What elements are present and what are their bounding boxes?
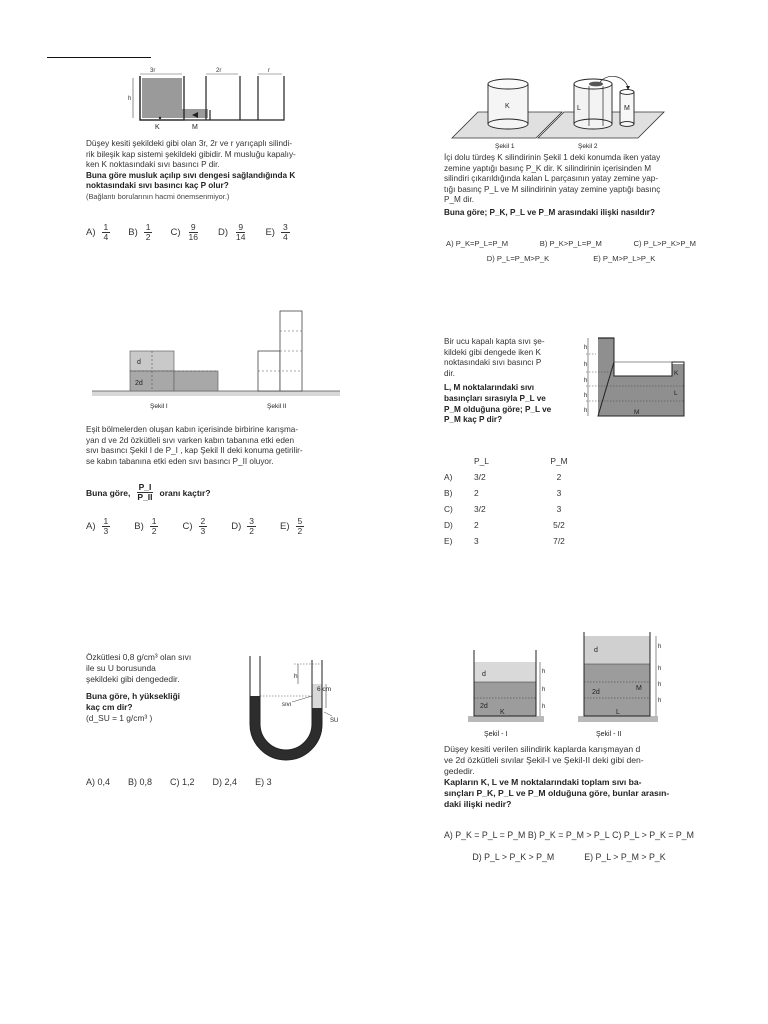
q4-option-b[interactable]: B) 2 3 [444,488,562,498]
q1-point-k: K [155,124,160,131]
q4-label-l: L [674,390,678,397]
q1-dim-3r: 3r [150,68,156,74]
q1-liquid [142,78,182,118]
q5-options [86,777,272,787]
q5-text: Özkütlesi 0,8 g/cm³ olan sıvı ile su U borusunda şekildeki gibi dengededir. Buna göre, h yüksekliği kaç cm dir? (d_SU = 1 g/cm³ ) [86,652,192,723]
q4-h-5: h [584,408,588,414]
q1-dim-h: h [128,96,132,102]
q5-option-a[interactable]: A) 0,4 [86,777,111,787]
q6-options [444,830,694,862]
q3-option-d[interactable]: D) $\frac{3}{2}$ [231,516,254,536]
q6-option-d[interactable]: D) P_L > P_K > P_M [472,852,555,862]
q4-figure [584,334,688,420]
q6-option-a[interactable]: A) P_K = P_L = P_M [444,830,526,840]
q2-figure [450,74,670,150]
q2-options [446,239,696,263]
q6-label-l: L [616,709,620,716]
q6-fig2-h3: h [658,682,662,688]
q3-question: Buna göre, $\frac{P\_I}{P\_II}$ oranı kaçtır? [86,482,211,502]
q4-option-d[interactable]: D) 2 5/2 [444,520,565,530]
q4-col-pl: P_L [474,456,489,466]
q2-sekil2: Şekil 2 [578,143,598,150]
header-rule [47,57,151,58]
q1-point-m: M [192,124,198,131]
q4-label-m: M [634,409,640,416]
q3-option-e[interactable]: E) $\frac{5}{2}$ [280,516,303,536]
q3-sekil1: Şekil I [150,403,168,410]
q4-option-e[interactable]: E) 3 7/2 [444,536,565,546]
q6-label-k: K [500,709,505,716]
q4-option-c[interactable]: C) 3/2 3 [444,504,562,514]
q4-h-2: h [584,362,588,368]
q6-fig1-d: d [482,671,486,678]
q1-figure [128,66,288,134]
q6-option-b[interactable]: B) P_K = P_M > P_L [527,830,610,840]
q4-col-pm: P_M [550,456,568,466]
q6-fig1-h2: h [542,687,546,693]
q6-text: Düşey kesiti verilen silindirik kaplarda karışmayan d ve 2d özkütleli sıvılar Şekil-I ve Şekil-II deki gibi den- gededir. Kapların K, L ve M noktalarındaki toplam sıvı ba- sınçları P_K, P_L ve P_M olduğuna göre, bunlar arasın- daki ilişki nedir? [444,744,670,809]
q4-h-3: h [584,378,588,384]
q2-option-c[interactable]: C) P_L>P_K>P_M [633,239,696,248]
q4-h-1: h [584,345,588,351]
q3-label-2d: 2d [135,380,143,387]
q6-fig2-h2: h [658,666,662,672]
q4-label-k: K [674,370,679,377]
q3-options [86,517,322,536]
q2-option-a[interactable]: A) P_K=P_L=P_M [446,239,509,248]
q6-fig2-h1: h [658,644,662,650]
q6-sekil2: Şekil - II [596,731,622,738]
q3-label-d: d [137,359,141,366]
q5-figure [232,654,344,766]
q6-fig1-h1: h [542,669,546,675]
q6-option-e[interactable]: E) P_L > P_M > P_K [584,852,666,862]
q6-label-m: M [636,685,642,692]
q5-option-e[interactable]: E) 3 [255,777,272,787]
q5-label-sivi: sıvı [282,702,292,708]
q5-option-b[interactable]: B) 0,8 [128,777,153,787]
q2-text: İçi dolu türdeş K silindirinin Şekil 1 deki konumda iken yatay zemine yaptığı basınç P_K dir. K silindirinin içerisinden M silindiri çıkarıldığında kalan L parçasının yatay zemine yap- tığı basınç P_L ve M silindirinin yatay zemine yaptığı basınç P_M dir. Buna göre; P_K, P_L ve P_M arasındaki ilişki nasıldır? [444,153,661,217]
q2-sekil1: Şekil 1 [495,143,515,150]
q4-answer-table [444,453,584,549]
q3-option-c[interactable]: C) $\frac{2}{3}$ [182,516,206,536]
q2-label-k: K [505,103,510,110]
q6-figure [460,628,692,744]
q5-label-h: h [294,673,298,680]
q2-label-m: M [624,105,630,112]
q1-option-b[interactable]: B) $\frac{1}{2}$ [128,222,151,242]
q6-fig2-2d: 2d [592,689,600,696]
q2-label-l: L [577,105,581,112]
q3-sekil2: Şekil II [267,403,287,410]
q6-fig2-d: d [594,647,598,654]
q2-option-b[interactable]: B) P_K>P_L=P_M [539,239,602,248]
q1-dim-2r: 2r [216,68,222,74]
q1-option-e[interactable]: E) $\frac{3}{4}$ [265,222,288,242]
q6-fig1-h3: h [542,704,546,710]
q1-option-d[interactable]: D) $\frac{9}{14}$ [217,222,246,242]
q2-option-e[interactable]: E) P_M>P_L>P_K [593,254,656,263]
q3-option-a[interactable]: A) $\frac{1}{3}$ [86,516,109,536]
q4-text: Bir ucu kapalı kapta sıvı şe- kildeki gibi dengede iken K noktasındaki sıvı basıncı P dir. L, M noktalarındaki sıvı basınçları sırasıyla P_L ve P_M olduğuna göre; P_L ve P_M kaç P dir? [444,337,552,425]
q5-label-6cm: 6 cm [317,686,332,693]
q1-option-a[interactable]: A) $\frac{1}{4}$ [86,222,109,242]
q1-option-c[interactable]: C) $\frac{9}{16}$ [170,222,198,242]
q3-figure [92,306,340,414]
q5-option-d[interactable]: D) 2,4 [212,777,238,787]
q4-option-a[interactable]: A) 3/2 2 [444,472,562,482]
q1-text: Düşey kesiti şekildeki gibi olan 3r, 2r ve r yarıçaplı silindi- rik bileşik kap sistemi şekildeki gibidir. M musluğu kapalıy- ken K noktasındaki sıvı basıncı P dir. Buna göre musluk açılıp sıvı dengesi sağlandığında K noktasındaki sıvı basıncı kaç P olur? (Bağlantı borularının hacmi önemsenmiyor.) [86,139,296,201]
q6-sekil1: Şekil - I [484,731,508,738]
q5-label-su: SU [330,718,339,724]
q1-options [86,223,308,242]
q1-dim-r: r [268,68,270,74]
q6-fig1-2d: 2d [480,703,488,710]
q3-option-b[interactable]: B) $\frac{1}{2}$ [134,516,157,536]
q4-h-4: h [584,393,588,399]
q5-option-c[interactable]: C) 1,2 [170,777,195,787]
q2-option-d[interactable]: D) P_L=P_M>P_K [486,254,550,263]
q6-fig2-h4: h [658,698,662,704]
q6-option-c[interactable]: C) P_L > P_K = P_M [612,830,694,840]
q3-text: Eşit bölmelerden oluşan kabın içerisinde birbirine karışma- yan d ve 2d özkütleli sıvı varken kabın tabanına etki eden sıvı basıncı Şekil I de P_I , kap Şekil II deki konuma getirilir- se kabın tabanına etki eden sıvı basıncı P_II oluyor. [86,425,303,466]
